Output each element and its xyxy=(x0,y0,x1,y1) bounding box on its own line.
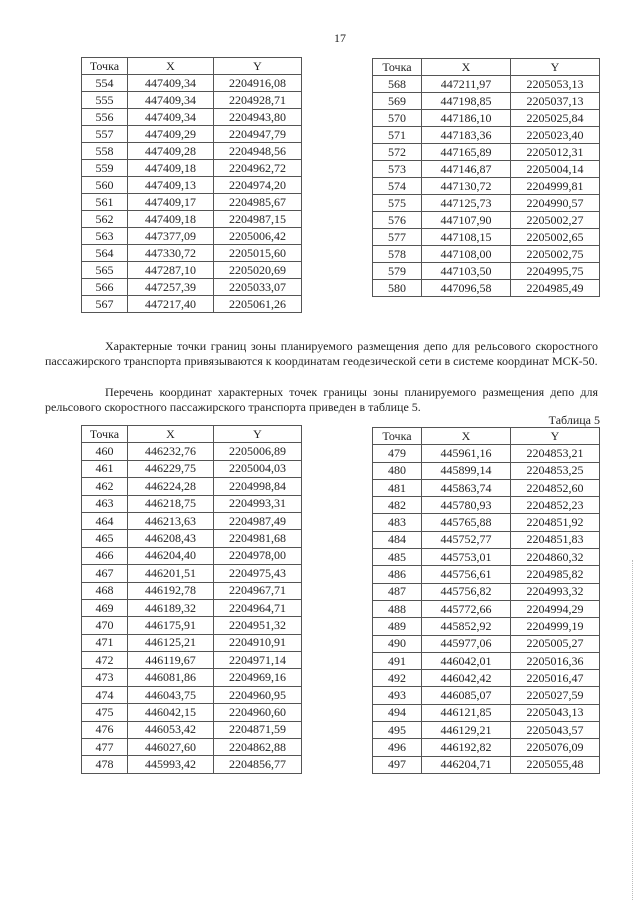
table-row xyxy=(82,599,302,616)
point-cell: 571 xyxy=(373,127,422,144)
paragraph-table-intro xyxy=(45,385,598,415)
point-cell: 486 xyxy=(373,566,422,583)
point-cell: 479 xyxy=(373,445,422,462)
y-cell: 2204948,56 xyxy=(214,143,302,160)
table-row xyxy=(82,143,302,160)
x-cell: 447107,90 xyxy=(422,212,511,229)
y-cell: 2205006,42 xyxy=(214,228,302,245)
point-cell: 484 xyxy=(373,531,422,548)
x-cell: 445961,16 xyxy=(422,445,511,462)
y-cell: 2205037,13 xyxy=(511,93,600,110)
point-cell: 478 xyxy=(82,756,128,773)
y-cell: 2205012,31 xyxy=(511,144,600,161)
table-row xyxy=(82,739,302,756)
y-cell: 2205005,27 xyxy=(511,635,600,652)
point-cell: 562 xyxy=(82,211,128,228)
x-cell: 447217,40 xyxy=(128,296,214,313)
point-cell: 491 xyxy=(373,652,422,669)
x-cell: 446043,75 xyxy=(128,686,214,703)
table-row xyxy=(82,211,302,228)
point-cell: 565 xyxy=(82,262,128,279)
x-cell: 446119,67 xyxy=(128,652,214,669)
y-cell: 2204964,71 xyxy=(214,599,302,616)
y-cell: 2204990,57 xyxy=(511,195,600,212)
table-row xyxy=(82,460,302,477)
y-cell: 2204853,25 xyxy=(511,462,600,479)
y-cell: 2204860,32 xyxy=(511,549,600,566)
y-cell: 2205043,57 xyxy=(511,722,600,739)
column-header-point: Точка xyxy=(82,426,128,443)
coordinates-table-bottom-right xyxy=(372,427,600,774)
table-row xyxy=(373,497,600,514)
x-cell: 447409,18 xyxy=(128,211,214,228)
x-cell: 446213,63 xyxy=(128,512,214,529)
point-cell: 461 xyxy=(82,460,128,477)
point-cell: 466 xyxy=(82,547,128,564)
x-cell: 447377,09 xyxy=(128,228,214,245)
point-cell: 559 xyxy=(82,160,128,177)
y-cell: 2205061,26 xyxy=(214,296,302,313)
point-cell: 573 xyxy=(373,161,422,178)
table-row xyxy=(373,246,600,263)
x-cell: 447409,17 xyxy=(128,194,214,211)
point-cell: 471 xyxy=(82,634,128,651)
x-cell: 445756,61 xyxy=(422,566,511,583)
y-cell: 2205020,69 xyxy=(214,262,302,279)
x-cell: 445899,14 xyxy=(422,462,511,479)
y-cell: 2205002,65 xyxy=(511,229,600,246)
point-cell: 463 xyxy=(82,495,128,512)
x-cell: 446053,42 xyxy=(128,721,214,738)
y-cell: 2204852,23 xyxy=(511,497,600,514)
y-cell: 2204947,79 xyxy=(214,126,302,143)
table-row xyxy=(82,652,302,669)
table-row xyxy=(373,110,600,127)
point-cell: 493 xyxy=(373,687,422,704)
x-cell: 447409,13 xyxy=(128,177,214,194)
point-cell: 475 xyxy=(82,704,128,721)
x-cell: 447257,39 xyxy=(128,279,214,296)
y-cell: 2205076,09 xyxy=(511,739,600,756)
x-cell: 446204,40 xyxy=(128,547,214,564)
x-cell: 446189,32 xyxy=(128,599,214,616)
x-cell: 446081,86 xyxy=(128,669,214,686)
point-cell: 557 xyxy=(82,126,128,143)
table-row xyxy=(373,600,600,617)
table-header-row xyxy=(373,428,600,445)
paragraph-reference-system xyxy=(45,339,598,369)
table-row xyxy=(373,229,600,246)
y-cell: 2205015,60 xyxy=(214,245,302,262)
point-cell: 476 xyxy=(82,721,128,738)
point-cell: 480 xyxy=(373,462,422,479)
y-cell: 2204999,19 xyxy=(511,618,600,635)
table-row xyxy=(373,739,600,756)
point-cell: 558 xyxy=(82,143,128,160)
point-cell: 577 xyxy=(373,229,422,246)
point-cell: 497 xyxy=(373,756,422,773)
point-cell: 483 xyxy=(373,514,422,531)
table-row xyxy=(82,582,302,599)
column-header-y: Y xyxy=(214,426,302,443)
column-header-y: Y xyxy=(511,59,600,76)
table-row xyxy=(373,670,600,687)
point-cell: 496 xyxy=(373,739,422,756)
table-row xyxy=(373,263,600,280)
table-row xyxy=(373,583,600,600)
point-cell: 473 xyxy=(82,669,128,686)
coordinates-table-top-right xyxy=(372,58,600,297)
table-row xyxy=(373,566,600,583)
x-cell: 447186,10 xyxy=(422,110,511,127)
point-cell: 560 xyxy=(82,177,128,194)
y-cell: 2205002,27 xyxy=(511,212,600,229)
y-cell: 2204962,72 xyxy=(214,160,302,177)
table-row xyxy=(82,443,302,460)
y-cell: 2205043,13 xyxy=(511,704,600,721)
point-cell: 556 xyxy=(82,109,128,126)
table-row xyxy=(373,76,600,93)
y-cell: 2204951,32 xyxy=(214,617,302,634)
y-cell: 2204993,31 xyxy=(214,495,302,512)
x-cell: 446085,07 xyxy=(422,687,511,704)
table-header-row xyxy=(373,59,600,76)
table-row xyxy=(373,93,600,110)
point-cell: 481 xyxy=(373,479,422,496)
column-header-point: Точка xyxy=(373,428,422,445)
scan-edge-artifact xyxy=(632,560,634,900)
x-cell: 447130,72 xyxy=(422,178,511,195)
y-cell: 2204985,82 xyxy=(511,566,600,583)
point-cell: 554 xyxy=(82,75,128,92)
table-row xyxy=(373,462,600,479)
y-cell: 2204871,59 xyxy=(214,721,302,738)
table-row xyxy=(82,634,302,651)
table-row xyxy=(82,669,302,686)
x-cell: 447330,72 xyxy=(128,245,214,262)
table-row xyxy=(82,296,302,313)
x-cell: 446175,91 xyxy=(128,617,214,634)
table-row xyxy=(82,686,302,703)
table-row xyxy=(373,549,600,566)
point-cell: 472 xyxy=(82,652,128,669)
point-cell: 468 xyxy=(82,582,128,599)
column-header-y: Y xyxy=(511,428,600,445)
y-cell: 2204960,95 xyxy=(214,686,302,703)
table-row xyxy=(82,245,302,262)
point-cell: 465 xyxy=(82,530,128,547)
y-cell: 2204999,81 xyxy=(511,178,600,195)
y-cell: 2205016,36 xyxy=(511,652,600,669)
point-cell: 578 xyxy=(373,246,422,263)
y-cell: 2204974,20 xyxy=(214,177,302,194)
table-row xyxy=(82,547,302,564)
point-cell: 469 xyxy=(82,599,128,616)
table-row xyxy=(373,756,600,773)
y-cell: 2204987,49 xyxy=(214,512,302,529)
x-cell: 446129,21 xyxy=(422,722,511,739)
table-row xyxy=(82,262,302,279)
table-row xyxy=(82,478,302,495)
y-cell: 2205055,48 xyxy=(511,756,600,773)
x-cell: 445863,74 xyxy=(422,479,511,496)
table-row xyxy=(373,531,600,548)
y-cell: 2204993,32 xyxy=(511,583,600,600)
table-row xyxy=(373,161,600,178)
point-cell: 580 xyxy=(373,280,422,297)
x-cell: 446192,78 xyxy=(128,582,214,599)
x-cell: 445852,92 xyxy=(422,618,511,635)
point-cell: 477 xyxy=(82,739,128,756)
table-row xyxy=(373,127,600,144)
table-row xyxy=(373,445,600,462)
table-header-row xyxy=(82,58,302,75)
y-cell: 2205027,59 xyxy=(511,687,600,704)
y-cell: 2204856,77 xyxy=(214,756,302,773)
table-row xyxy=(373,635,600,652)
page-number: 17 xyxy=(334,31,346,45)
table-row xyxy=(82,565,302,582)
x-cell: 445772,66 xyxy=(422,600,511,617)
y-cell: 2205016,47 xyxy=(511,670,600,687)
table-row xyxy=(82,177,302,194)
point-cell: 485 xyxy=(373,549,422,566)
y-cell: 2205006,89 xyxy=(214,443,302,460)
y-cell: 2204928,71 xyxy=(214,92,302,109)
x-cell: 446027,60 xyxy=(128,739,214,756)
table-row xyxy=(82,194,302,211)
table-row xyxy=(82,109,302,126)
y-cell: 2204981,68 xyxy=(214,530,302,547)
table-row xyxy=(373,514,600,531)
point-cell: 572 xyxy=(373,144,422,161)
y-cell: 2204985,49 xyxy=(511,280,600,297)
point-cell: 474 xyxy=(82,686,128,703)
point-cell: 460 xyxy=(82,443,128,460)
x-cell: 447108,00 xyxy=(422,246,511,263)
point-cell: 495 xyxy=(373,722,422,739)
coordinates-table-top-left xyxy=(81,57,302,313)
x-cell: 446218,75 xyxy=(128,495,214,512)
x-cell: 445756,82 xyxy=(422,583,511,600)
y-cell: 2205004,03 xyxy=(214,460,302,477)
point-cell: 576 xyxy=(373,212,422,229)
x-cell: 445753,01 xyxy=(422,549,511,566)
table-row xyxy=(82,279,302,296)
column-header-point: Точка xyxy=(82,58,128,75)
table-row xyxy=(373,280,600,297)
x-cell: 445993,42 xyxy=(128,756,214,773)
x-cell: 446229,75 xyxy=(128,460,214,477)
table-row xyxy=(82,126,302,143)
x-cell: 446208,43 xyxy=(128,530,214,547)
point-cell: 494 xyxy=(373,704,422,721)
x-cell: 447409,34 xyxy=(128,109,214,126)
x-cell: 446224,28 xyxy=(128,478,214,495)
table-row xyxy=(82,512,302,529)
point-cell: 575 xyxy=(373,195,422,212)
column-header-point: Точка xyxy=(373,59,422,76)
column-header-x: X xyxy=(422,428,511,445)
point-cell: 567 xyxy=(82,296,128,313)
point-cell: 568 xyxy=(373,76,422,93)
paragraph-text: Перечень координат характерных точек границы зоны планируемого размещения депо для рельсового скоростного пассажирского транспорта приведен в таблице 5. xyxy=(45,385,598,414)
x-cell: 446042,15 xyxy=(128,704,214,721)
y-cell: 2204916,08 xyxy=(214,75,302,92)
y-cell: 2204985,67 xyxy=(214,194,302,211)
table-row xyxy=(373,479,600,496)
column-header-y: Y xyxy=(214,58,302,75)
table-row xyxy=(82,704,302,721)
y-cell: 2204862,88 xyxy=(214,739,302,756)
point-cell: 561 xyxy=(82,194,128,211)
table-row xyxy=(373,687,600,704)
y-cell: 2204998,84 xyxy=(214,478,302,495)
y-cell: 2205004,14 xyxy=(511,161,600,178)
x-cell: 447409,28 xyxy=(128,143,214,160)
column-header-x: X xyxy=(128,58,214,75)
point-cell: 464 xyxy=(82,512,128,529)
x-cell: 445977,06 xyxy=(422,635,511,652)
x-cell: 447409,18 xyxy=(128,160,214,177)
y-cell: 2204960,60 xyxy=(214,704,302,721)
y-cell: 2204943,80 xyxy=(214,109,302,126)
x-cell: 447165,89 xyxy=(422,144,511,161)
point-cell: 555 xyxy=(82,92,128,109)
y-cell: 2204987,15 xyxy=(214,211,302,228)
table-header-row xyxy=(82,426,302,443)
x-cell: 447287,10 xyxy=(128,262,214,279)
x-cell: 446121,85 xyxy=(422,704,511,721)
table-row xyxy=(373,618,600,635)
table-row xyxy=(82,228,302,245)
y-cell: 2204910,91 xyxy=(214,634,302,651)
table-row xyxy=(373,652,600,669)
y-cell: 2204994,29 xyxy=(511,600,600,617)
table-row xyxy=(82,721,302,738)
x-cell: 446192,82 xyxy=(422,739,511,756)
x-cell: 445752,77 xyxy=(422,531,511,548)
point-cell: 570 xyxy=(373,110,422,127)
y-cell: 2204967,71 xyxy=(214,582,302,599)
table-row xyxy=(82,75,302,92)
point-cell: 489 xyxy=(373,618,422,635)
point-cell: 470 xyxy=(82,617,128,634)
y-cell: 2204975,43 xyxy=(214,565,302,582)
x-cell: 446204,71 xyxy=(422,756,511,773)
coordinates-table-bottom-left xyxy=(81,425,302,774)
column-header-x: X xyxy=(128,426,214,443)
table-row xyxy=(373,722,600,739)
x-cell: 447125,73 xyxy=(422,195,511,212)
y-cell: 2204851,92 xyxy=(511,514,600,531)
x-cell: 447183,36 xyxy=(422,127,511,144)
table-row xyxy=(82,92,302,109)
y-cell: 2205023,40 xyxy=(511,127,600,144)
point-cell: 564 xyxy=(82,245,128,262)
table-row xyxy=(82,495,302,512)
table-row xyxy=(82,530,302,547)
y-cell: 2204969,16 xyxy=(214,669,302,686)
point-cell: 574 xyxy=(373,178,422,195)
table-row xyxy=(373,144,600,161)
table-row xyxy=(82,160,302,177)
x-cell: 447103,50 xyxy=(422,263,511,280)
x-cell: 446042,42 xyxy=(422,670,511,687)
x-cell: 447198,85 xyxy=(422,93,511,110)
y-cell: 2205002,75 xyxy=(511,246,600,263)
table-row xyxy=(373,195,600,212)
y-cell: 2205025,84 xyxy=(511,110,600,127)
y-cell: 2204978,00 xyxy=(214,547,302,564)
y-cell: 2204853,21 xyxy=(511,445,600,462)
table-row xyxy=(373,178,600,195)
x-cell: 446042,01 xyxy=(422,652,511,669)
x-cell: 447146,87 xyxy=(422,161,511,178)
x-cell: 447409,34 xyxy=(128,92,214,109)
table-row xyxy=(82,617,302,634)
y-cell: 2204852,60 xyxy=(511,479,600,496)
x-cell: 445780,93 xyxy=(422,497,511,514)
x-cell: 447409,34 xyxy=(128,75,214,92)
column-header-x: X xyxy=(422,59,511,76)
point-cell: 492 xyxy=(373,670,422,687)
x-cell: 446232,76 xyxy=(128,443,214,460)
x-cell: 447096,58 xyxy=(422,280,511,297)
point-cell: 462 xyxy=(82,478,128,495)
point-cell: 487 xyxy=(373,583,422,600)
point-cell: 490 xyxy=(373,635,422,652)
point-cell: 488 xyxy=(373,600,422,617)
y-cell: 2205033,07 xyxy=(214,279,302,296)
x-cell: 447409,29 xyxy=(128,126,214,143)
y-cell: 2205053,13 xyxy=(511,76,600,93)
table-row xyxy=(373,704,600,721)
paragraph-text: Характерные точки границ зоны планируемого размещения депо для рельсового скоростного пассажирского транспорта привязываются к координатам геодезической сети в системе координат МСК-50. xyxy=(45,339,598,368)
table-row xyxy=(82,756,302,773)
point-cell: 579 xyxy=(373,263,422,280)
x-cell: 447211,97 xyxy=(422,76,511,93)
point-cell: 569 xyxy=(373,93,422,110)
x-cell: 445765,88 xyxy=(422,514,511,531)
point-cell: 563 xyxy=(82,228,128,245)
point-cell: 482 xyxy=(373,497,422,514)
y-cell: 2204995,75 xyxy=(511,263,600,280)
y-cell: 2204851,83 xyxy=(511,531,600,548)
x-cell: 447108,15 xyxy=(422,229,511,246)
x-cell: 446125,21 xyxy=(128,634,214,651)
table-row xyxy=(373,212,600,229)
table-caption: Таблица 5 xyxy=(548,413,600,427)
point-cell: 467 xyxy=(82,565,128,582)
y-cell: 2204971,14 xyxy=(214,652,302,669)
point-cell: 566 xyxy=(82,279,128,296)
x-cell: 446201,51 xyxy=(128,565,214,582)
